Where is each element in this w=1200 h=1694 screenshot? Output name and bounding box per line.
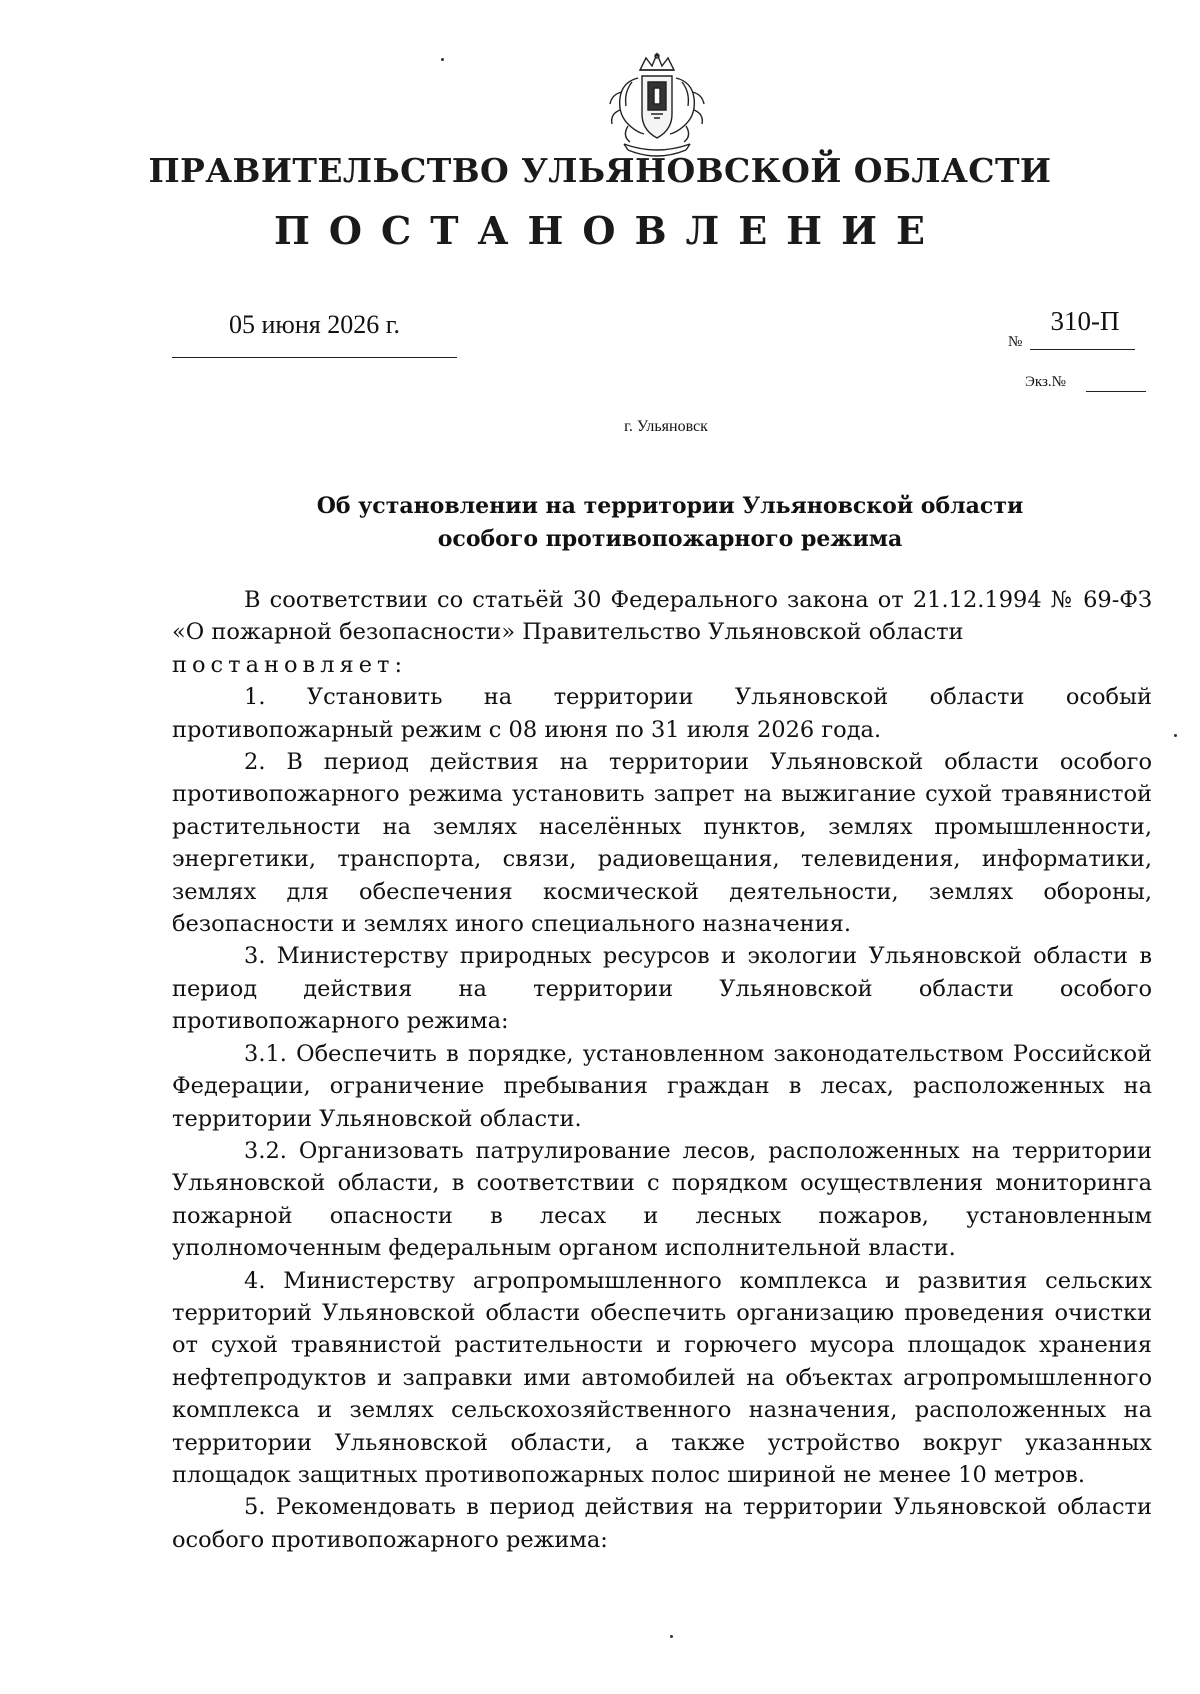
government-title: ПРАВИТЕЛЬСТВО УЛЬЯНОВСКОЙ ОБЛАСТИ [148, 151, 1052, 190]
scan-speck [441, 58, 444, 61]
scan-speck [1174, 734, 1177, 737]
document-date: 05 июня 2026 г. [229, 310, 400, 339]
body-item: 3.1. Обеспечить в порядке, установленном законодательством Российской Федерации, ограничение пребывания граждан в лесах, расположенных на территории Ульяновской области. [172, 1040, 1152, 1132]
body-item: 1. Установить на территории Ульяновской области особый противопожарный режим с 08 июня по 31 июля 2026 года. [172, 684, 1152, 743]
body-item: 2. В период действия на территории Ульяновской области особого противопожарного режима установить запрет на выжигание сухой травянистой растительности на землях населённых пунктов, землях промышленности, энергетики, транспорта, связи, радиовещания, телевидения, информатики, землях для обеспечения космической деятельности, землях обороны, безопасности и землях иного специального назначения. [172, 749, 1152, 938]
document-subject [270, 490, 1070, 556]
scan-speck [670, 1635, 673, 1638]
copy-number-underline [1086, 391, 1146, 392]
preamble-paragraph: В соответствии со статьёй 30 Федерального закона от 21.12.1994 № 69-ФЗ «О пожарной безопасности» Правительство Ульяновской области [172, 587, 1152, 646]
number-underline [1030, 349, 1135, 350]
number-label: № [1008, 334, 1023, 350]
document-body [172, 584, 1152, 1556]
document-type-title: ПОСТАНОВЛЕНИЕ [274, 208, 944, 253]
subject-line: Об установлении на территории Ульяновской области [316, 493, 1024, 519]
city-name: г. Ульяновск [624, 418, 708, 435]
coat-of-arms-emblem [602, 52, 712, 164]
subject-line: особого противопожарного режима [437, 526, 903, 552]
date-underline [172, 357, 457, 358]
body-item: 3.2. Организовать патрулирование лесов, расположенных на территории Ульяновской области, в соответствии с порядком осуществления мониторинга пожарной опасности в лесах и лесных пожаров, установленным уполномоченным федеральным органом исполнительной власти. [172, 1137, 1152, 1262]
body-item: 3. Министерству природных ресурсов и экологии Ульяновской области в период действия на территории Ульяновской области особого противопожарного режима: [172, 943, 1152, 1035]
body-item: 5. Рекомендовать в период действия на территории Ульяновской области особого противопожарного режима: [172, 1494, 1152, 1553]
decree-word: постановляет: [172, 651, 408, 678]
body-item: 4. Министерству агропромышленного комплекса и развития сельских территорий Ульяновской области обеспечить организацию проведения очистки от сухой травянистой растительности и горючего мусора площадок хранения нефтепродуктов и заправки ими автомобилей на объектах агропромышленного комплекса и землях сельскохозяйственного назначения, расположенных на территории Ульяновской области, а также устройство вокруг указанных площадок защитных противопожарных полос шириной не менее 10 метров. [172, 1267, 1152, 1488]
document-number: 310-П [1050, 306, 1120, 336]
decree-word-paragraph [172, 649, 1152, 681]
copy-number-label: Экз.№ [1025, 374, 1066, 390]
